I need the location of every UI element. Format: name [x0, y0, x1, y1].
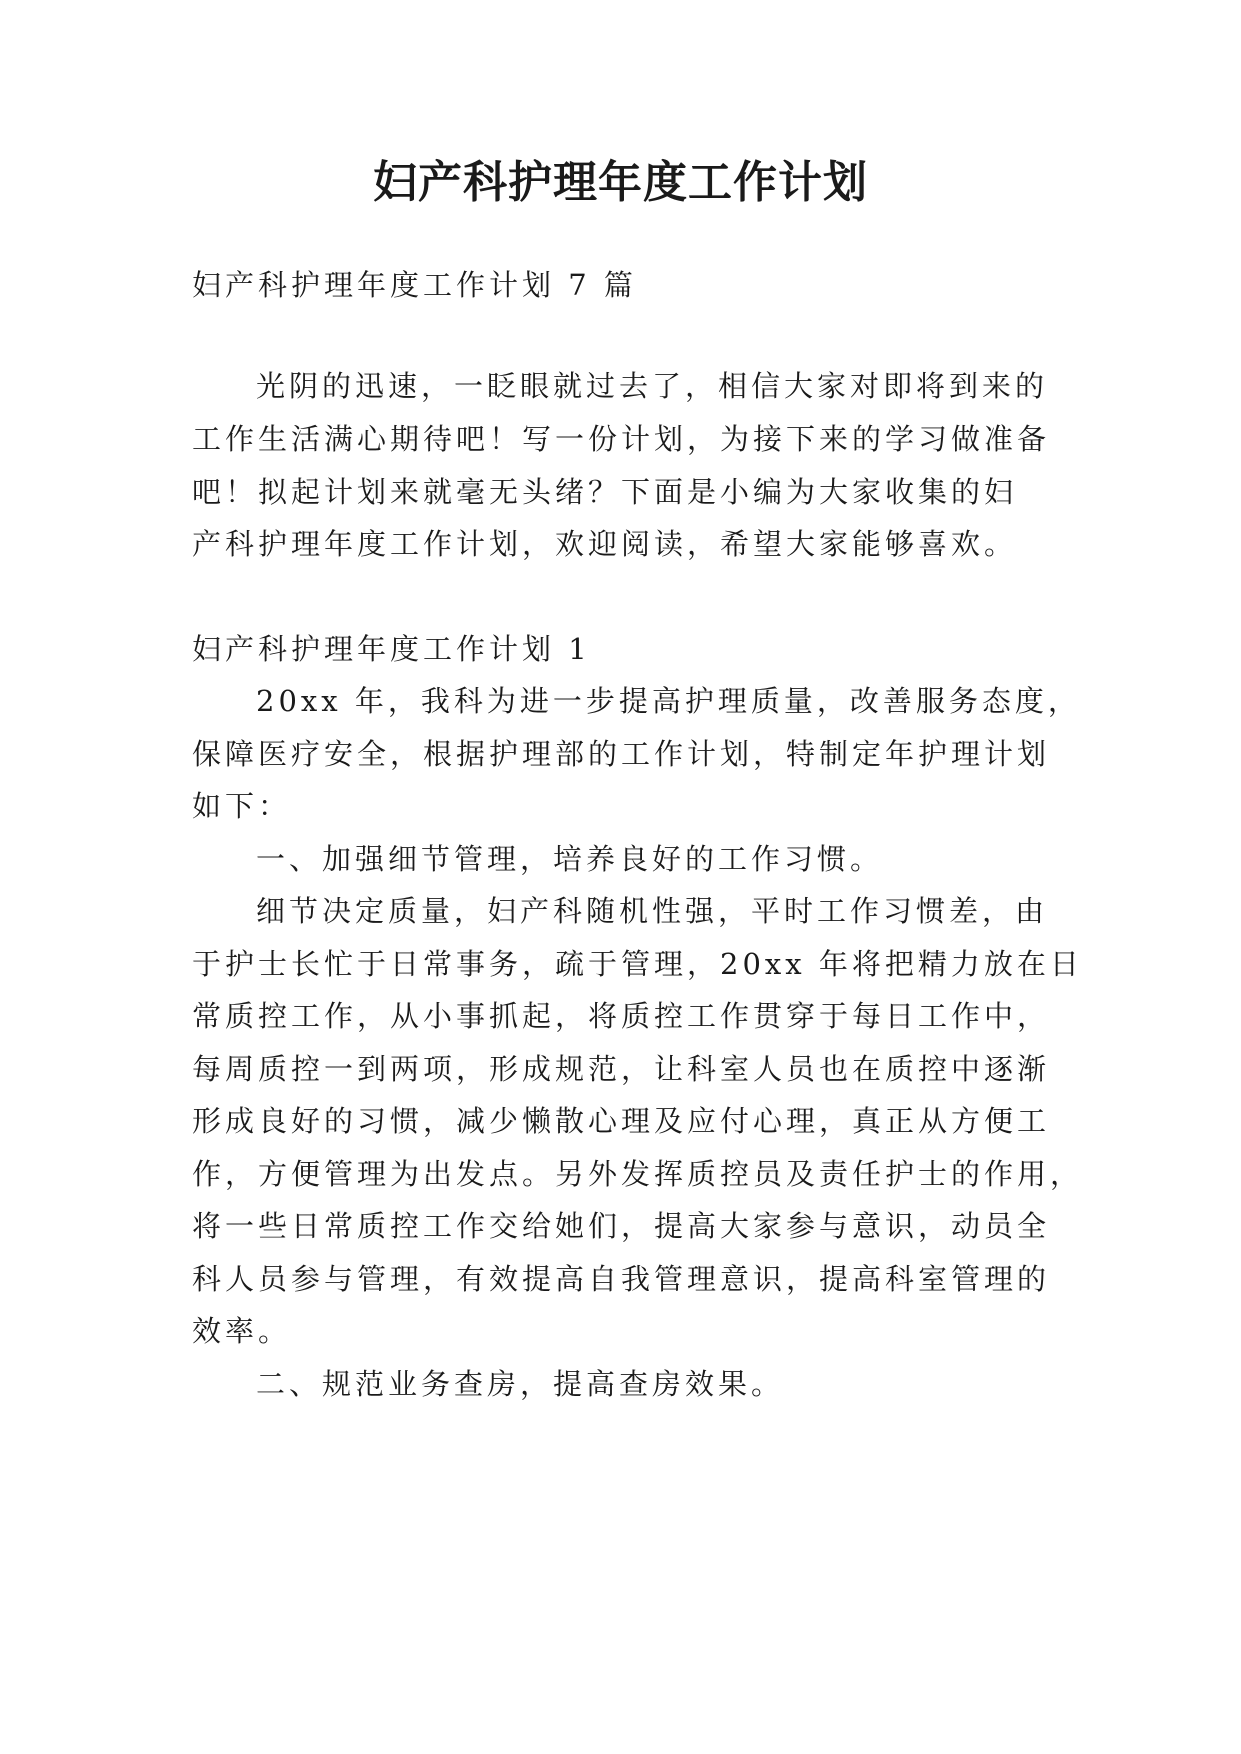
item2-heading: 二、规范业务查房，提高查房效果。	[256, 1367, 785, 1401]
document-subtitle: 妇产科护理年度工作计划 7 篇	[192, 268, 637, 302]
item1-para-line-6: 作，方便管理为出发点。另外发挥质控员及责任护士的作用，	[192, 1157, 1084, 1191]
item1-para-line-1: 细节决定质量，妇产科随机性强，平时工作习惯差，由	[256, 894, 1049, 928]
intro-line-1: 光阴的迅速，一眨眼就过去了，相信大家对即将到来的	[256, 369, 1049, 403]
item1-heading: 一、加强细节管理，培养良好的工作习惯。	[256, 842, 884, 876]
item1-para-line-9: 效率。	[192, 1314, 292, 1348]
item1-para-line-4: 每周质控一到两项，形成规范，让科室人员也在质控中逐渐	[192, 1052, 1051, 1086]
item1-para-line-8: 科人员参与管理，有效提高自我管理意识，提高科室管理的	[192, 1262, 1051, 1296]
section1-para-line-1: 20xx 年，我科为进一步提高护理质量，改善服务态度，	[256, 684, 1081, 718]
intro-line-4: 产科护理年度工作计划，欢迎阅读，希望大家能够喜欢。	[192, 527, 1018, 561]
section1-para-line-2: 保障医疗安全，根据护理部的工作计划，特制定年护理计划	[192, 737, 1051, 771]
document-title: 妇产科护理年度工作计划	[373, 157, 868, 208]
item1-para-line-7: 将一些日常质控工作交给她们，提高大家参与意识，动员全	[192, 1209, 1051, 1243]
section1-para-line-3: 如下：	[192, 789, 292, 823]
intro-line-3: 吧！拟起计划来就毫无头绪？下面是小编为大家收集的妇	[192, 475, 1018, 509]
section1-heading: 妇产科护理年度工作计划 1	[192, 632, 591, 666]
item1-para-line-5: 形成良好的习惯，减少懒散心理及应付心理，真正从方便工	[192, 1104, 1051, 1138]
intro-line-2: 工作生活满心期待吧！写一份计划，为接下来的学习做准备	[192, 422, 1051, 456]
item1-para-line-2: 于护士长忙于日常事务，疏于管理，20xx 年将把精力放在日	[192, 947, 1083, 981]
item1-para-line-3: 常质控工作，从小事抓起，将质控工作贯穿于每日工作中，	[192, 999, 1051, 1033]
